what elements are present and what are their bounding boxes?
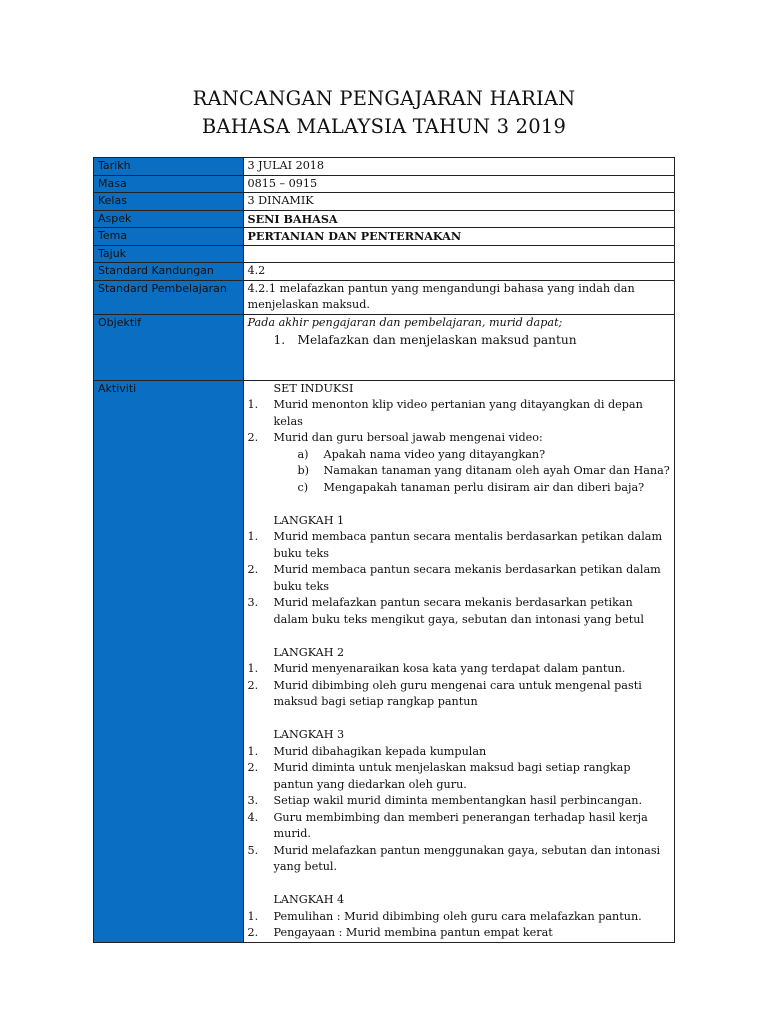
item-text: Murid dibahagikan kepada kumpulan (273, 744, 487, 758)
item-text: Pemulihan : Murid dibimbing oleh guru cara melafazkan pantun. (273, 909, 642, 923)
objektif-item-text: Melafazkan dan menjelaskan maksud pantun (297, 333, 577, 347)
row-tajuk (94, 245, 675, 263)
label-standard-kandungan: Standard Kandungan (94, 263, 244, 281)
set-induksi-heading: SET INDUKSI (273, 381, 354, 395)
list-item (248, 909, 671, 926)
item-text: Murid menonton klip video pertanian yang ditayangkan di depan kelas (273, 398, 643, 428)
label-tema: Tema (94, 228, 244, 246)
sub-item (248, 480, 671, 497)
value-kelas: 3 DINAMIK (243, 193, 675, 211)
sub-item-letter: c) (297, 480, 309, 494)
list-item (248, 430, 671, 447)
item-text: Guru membimbing dan memberi penerangan terhadap hasil kerja murid. (273, 810, 648, 840)
item-number: 1. (247, 744, 259, 758)
sub-item-text: Namakan tanaman yang ditanam oleh ayah Omar dan Hana? (323, 464, 670, 477)
item-text: Setiap wakil murid diminta membentangkan hasil perbincangan. (273, 794, 642, 807)
list-item (248, 810, 671, 843)
langkah3-heading: LANGKAH 3 (273, 728, 345, 741)
list-item (248, 661, 671, 678)
value-tajuk (243, 245, 675, 263)
list-item (248, 744, 671, 761)
list-item (248, 529, 671, 562)
lesson-plan-table (93, 157, 675, 943)
label-tajuk: Tajuk (94, 245, 244, 263)
item-text: Murid dan guru bersoal jawab mengenai video: (273, 431, 543, 444)
value-aspek: SENI BAHASA (243, 210, 675, 228)
label-aktiviti: Aktiviti (94, 380, 244, 942)
spacer (248, 496, 671, 513)
item-number: 1. (247, 530, 259, 543)
item-number: 2. (247, 431, 259, 444)
objektif-item-number: 1. (273, 333, 286, 347)
item-text: Murid diminta untuk menjelaskan maksud bagi setiap rangkap pantun yang diedarkan oleh guru. (273, 761, 631, 791)
row-masa (94, 175, 675, 193)
value-tema: PERTANIAN DAN PENTERNAKAN (243, 228, 675, 246)
sub-item-text: Apakah nama video yang ditayangkan? (323, 447, 546, 461)
item-number: 1. (247, 662, 259, 675)
item-text: Murid membaca pantun secara mentalis berdasarkan petikan dalam buku teks (273, 530, 663, 560)
spacer (248, 628, 671, 645)
list-item (248, 678, 671, 711)
list-item (248, 595, 671, 628)
label-tarikh: Tarikh (94, 158, 244, 176)
list-item (248, 562, 671, 595)
row-objektif (94, 314, 675, 380)
row-standard-kandungan (94, 263, 675, 281)
value-masa: 0815 – 0915 (243, 175, 675, 193)
list-item (248, 760, 671, 793)
value-aktiviti (243, 380, 675, 942)
list-item (248, 925, 671, 942)
item-text: Pengayaan : Murid membina pantun empat kerat (273, 926, 553, 939)
item-text: Murid membaca pantun secara mekanis berdasarkan petikan dalam buku teks (273, 563, 661, 593)
row-tema (94, 228, 675, 246)
row-tarikh (94, 158, 675, 176)
item-number: 3. (247, 596, 259, 609)
page-title: RANCANGAN PENGAJARAN HARIAN (192, 87, 576, 110)
item-number: 4. (247, 810, 259, 824)
item-number: 3. (247, 794, 259, 807)
list-item (248, 397, 671, 430)
objektif-item (248, 332, 671, 349)
value-tarikh: 3 JULAI 2018 (243, 158, 675, 176)
item-number: 5. (247, 843, 259, 857)
value-objektif (243, 314, 675, 380)
item-number: 2. (247, 563, 259, 576)
row-standard-pembelajaran (94, 280, 675, 314)
item-number: 1. (247, 398, 259, 411)
sub-item-letter: a) (297, 447, 309, 461)
list-item (248, 843, 671, 876)
langkah2-heading: LANGKAH 2 (273, 645, 345, 659)
value-standard-kandungan: 4.2 (243, 263, 675, 281)
langkah4-heading: LANGKAH 4 (273, 893, 345, 906)
sub-item-letter: b) (297, 464, 310, 477)
value-standard-pembelajaran: 4.2.1 melafazkan pantun yang mengandungi bahasa yang indah dan menjelaskan maksud. (243, 280, 675, 314)
item-number: 2. (247, 926, 259, 939)
item-text: Murid melafazkan pantun secara mekanis berdasarkan petikan dalam buku teks mengikut gaya, sebutan dan intonasi yang betul (273, 596, 644, 626)
langkah1-heading: LANGKAH 1 (273, 513, 345, 527)
spacer (248, 711, 671, 728)
list-item (248, 793, 671, 810)
label-standard-pembelajaran: Standard Pembelajaran (94, 280, 244, 314)
objektif-intro: Pada akhir pengajaran dan pembelajaran, murid dapat; (247, 315, 563, 329)
page-subtitle: BAHASA MALAYSIA TAHUN 3 2019 (201, 115, 567, 138)
item-text: Murid menyenaraikan kosa kata yang terdapat dalam pantun. (273, 662, 626, 675)
row-aktiviti (94, 380, 675, 942)
row-kelas (94, 193, 675, 211)
row-aspek (94, 210, 675, 228)
sub-item (248, 463, 671, 480)
sub-item-text: Mengapakah tanaman perlu disiram air dan diberi baja? (323, 480, 645, 494)
sub-item (248, 447, 671, 464)
label-kelas: Kelas (94, 193, 244, 211)
spacer (248, 876, 671, 893)
item-number: 2. (247, 761, 259, 774)
item-text: Murid dibimbing oleh guru mengenai cara untuk mengenal pasti maksud bagi setiap rangkap pantun (273, 678, 642, 708)
item-number: 2. (247, 678, 259, 692)
label-masa: Masa (94, 175, 244, 193)
item-text: Murid melafazkan pantun menggunakan gaya, sebutan dan intonasi yang betul. (273, 843, 661, 873)
label-aspek: Aspek (94, 210, 244, 228)
label-objektif: Objektif (94, 314, 244, 380)
item-number: 1. (247, 909, 259, 923)
